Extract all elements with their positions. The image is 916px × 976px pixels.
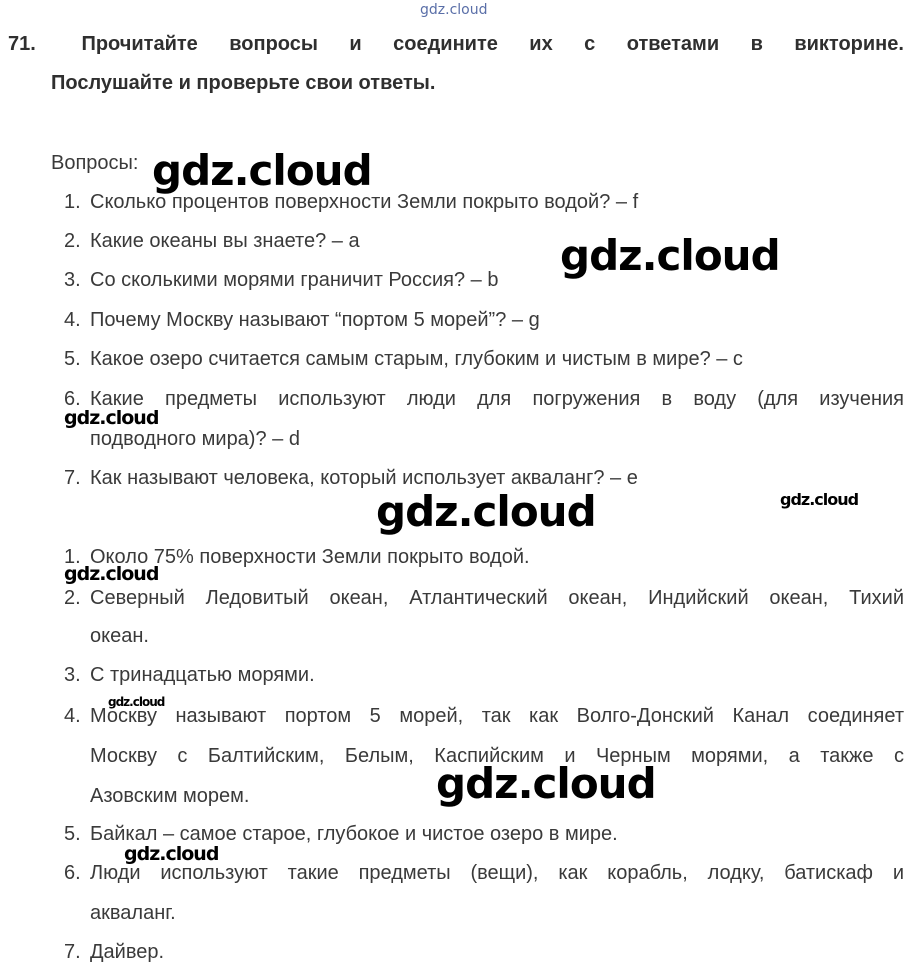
task-word: с <box>584 33 596 55</box>
task-word: и <box>349 33 362 55</box>
task-word: вопросы <box>229 33 318 55</box>
task-heading-line-2: Послушайте и проверьте свои ответы. <box>51 72 436 94</box>
question-text: Со сколькими морями граничит Россия? – b <box>90 269 499 291</box>
answer-number: 7. <box>64 941 81 963</box>
watermark: gdz.cloud <box>108 695 165 709</box>
watermark: gdz.cloud <box>64 563 159 585</box>
answer-text-continued: Москву с Балтийским, Белым, Каспийским и Черным морями, а также с <box>90 745 904 767</box>
answer-text: Около 75% поверхности Земли покрыто водой. <box>90 546 530 568</box>
question-text: Как называют человека, который использует акваланг? – e <box>90 467 638 489</box>
answer-number: 2. <box>64 587 81 609</box>
answer-number: 6. <box>64 862 81 884</box>
watermark: gdz.cloud <box>376 487 596 536</box>
task-word: их <box>529 33 553 55</box>
question-number: 6. <box>64 388 81 410</box>
question-text: Какие океаны вы знаете? – a <box>90 230 360 252</box>
answer-text: Дайвер. <box>90 941 165 963</box>
task-word: Прочитайте <box>81 33 198 55</box>
answer-text: С тринадцатью морями. <box>90 664 315 686</box>
watermark: gdz.cloud <box>64 407 159 429</box>
answer-text-continued: акваланг. <box>90 902 176 924</box>
question-number: 4. <box>64 309 81 331</box>
answer-number: 3. <box>64 664 81 686</box>
question-number: 5. <box>64 348 81 370</box>
header-watermark: gdz.cloud <box>420 2 488 18</box>
watermark: gdz.cloud <box>152 146 372 195</box>
task-heading <box>8 30 904 94</box>
answer-number: 5. <box>64 823 81 845</box>
question-text-continued: подводного мира)? – d <box>90 428 300 450</box>
answer-text-continued: Азовским морем. <box>90 785 250 807</box>
watermark: gdz.cloud <box>780 490 859 509</box>
task-word: викторине. <box>794 33 904 55</box>
task-number: 71. <box>8 33 36 55</box>
question-number: 1. <box>64 191 81 213</box>
questions-label: Вопросы: <box>51 152 139 174</box>
answer-text: Москву называют портом 5 морей, так как Волго-Донский Канал соединяет <box>90 705 904 727</box>
watermark: gdz.cloud <box>560 231 780 280</box>
answer-text: Северный Ледовитый океан, Атлантический океан, Индийский океан, Тихий <box>90 587 904 609</box>
watermark: gdz.cloud <box>124 843 219 865</box>
answer-text-continued: океан. <box>90 625 149 647</box>
question-text: Какие предметы используют люди для погружения в воду (для изучения <box>90 388 904 410</box>
question-number: 3. <box>64 269 81 291</box>
task-heading-line-1 <box>8 30 904 58</box>
question-number: 7. <box>64 467 81 489</box>
answer-number: 1. <box>64 546 81 568</box>
watermark: gdz.cloud <box>436 759 656 808</box>
task-word: ответами <box>626 33 720 55</box>
task-word: соедините <box>393 33 498 55</box>
question-text: Какое озеро считается самым старым, глубоким и чистым в мире? – c <box>90 348 743 370</box>
question-text: Сколько процентов поверхности Земли покрыто водой? – f <box>90 191 639 213</box>
question-text: Почему Москву называют “портом 5 морей”? – g <box>90 309 540 331</box>
answer-text: Байкал – самое старое, глубокое и чистое озеро в мире. <box>90 823 618 845</box>
question-number: 2. <box>64 230 81 252</box>
task-word: в <box>750 33 763 55</box>
answer-number: 4. <box>64 705 81 727</box>
answer-text: Люди используют такие предметы (вещи), как корабль, лодку, батискаф и <box>90 862 904 884</box>
